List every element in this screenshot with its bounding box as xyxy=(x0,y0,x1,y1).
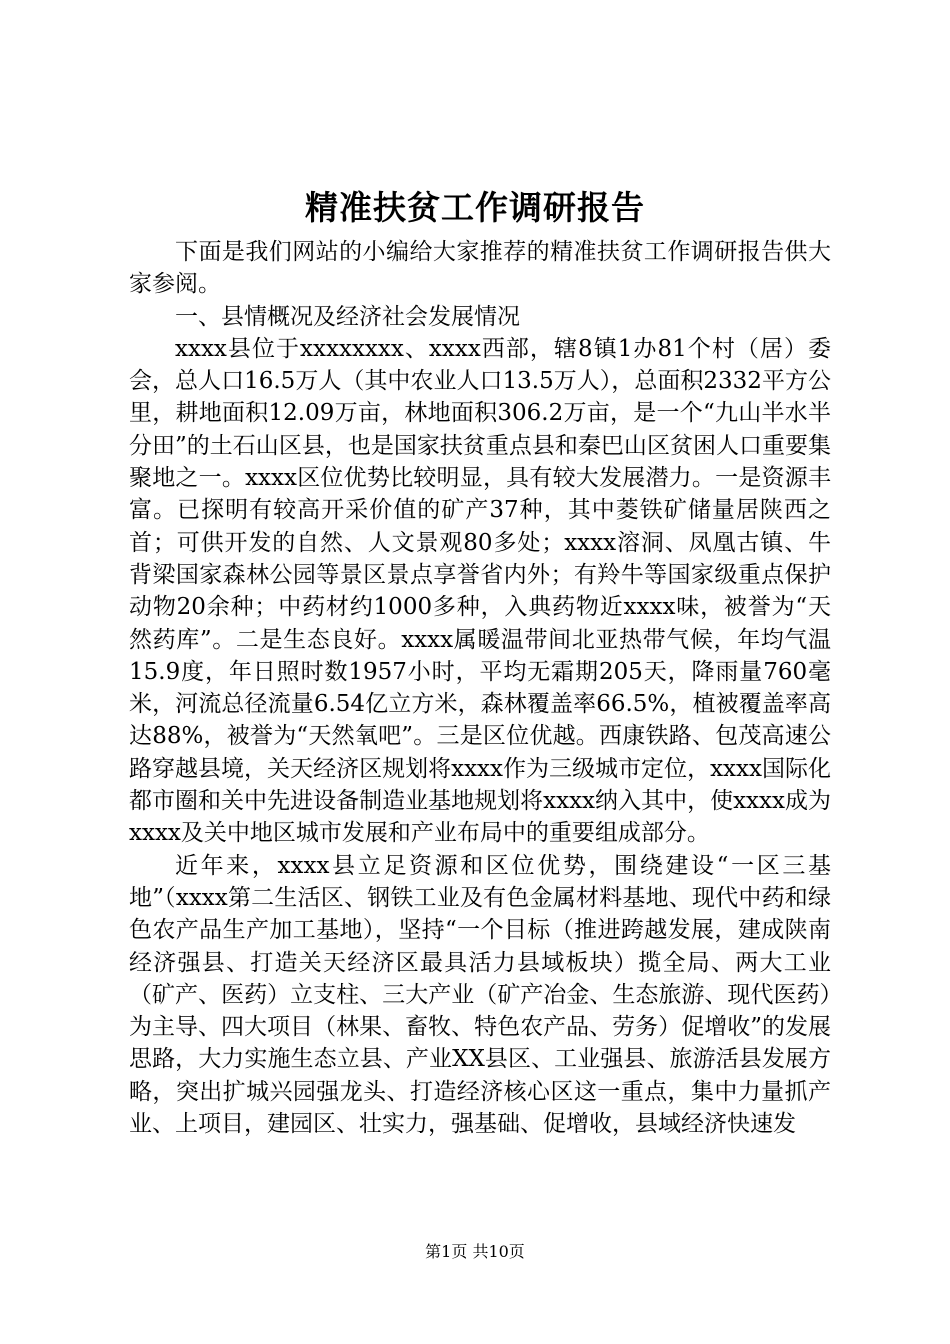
county-overview-paragraph: xxxx县位于xxxxxxxx、xxxx西部，辖8镇1办81个村（居）委会，总人口16.5万人（其中农业人口13.5万人），总面积2332平方公里，耕地面积12.09万亩，林地面积306.2万亩，是一个“九山半水半分田”的土石山区县，也是国家扶贫重点县和秦巴山区贫困人口重要集聚地之一。xxxx区位优势比较明显，具有较大发展潜力。一是资源丰富。已探明有较高开采价值的矿产37种，其中菱铁矿储量居陕西之首；可供开发的自然、人文景观80多处；xxxx溶洞、凤凰古镇、牛背梁国家森林公园等景区景点享誉省内外；有羚牛等国家级重点保护动物20余种；中药材约1000多种，入典药物近xxxx味，被誉为“天然药库”。二是生态良好。xxxx属暖温带间北亚热带气候，年均气温15.9度，年日照时数1957小时，平均无霜期205天，降雨量760毫米，河流总径流量6.54亿立方米，森林覆盖率66.5%，植被覆盖率高达88%，被誉为“天然氧吧”。三是区位优越。西康铁路、包茂高速公路穿越县境，关天经济区规划将xxxx作为三级城市定位，xxxx国际化都市圈和关中先进设备制造业基地规划将xxxx纳入其中，使xxxx成为xxxx及关中地区城市发展和产业布局中的重要组成部分。 xyxy=(129,335,831,847)
document-title: 精准扶贫工作调研报告 xyxy=(305,188,645,227)
section-heading: 一、县情概况及经济社会发展情况 xyxy=(175,303,520,330)
page-number: 第1页 共10页 xyxy=(425,1242,525,1261)
document-body xyxy=(129,236,831,1140)
intro-paragraph: 下面是我们网站的小编给大家推荐的精准扶贫工作调研报告供大家参阅。 xyxy=(129,239,831,298)
development-paragraph: 近年来，xxxx县立足资源和区位优势，围绕建设“一区三基地”（xxxx第二生活区、钢铁工业及有色金属材料基地、现代中药和绿色农产品生产加工基地），坚持“一个目标（推进跨越发展，建成陕南经济强县、打造关天经济区最具活力县域板块）揽全局、两大工业（矿产、医药）立支柱、三大产业（矿产冶金、生态旅游、现代医药）为主导、四大项目（林果、畜牧、特色农产品、劳务）促增收”的发展思路，大力实施生态立县、产业XX县区、工业强县、旅游活县发展方略，突出扩城兴园强龙头、打造经济核心区这一重点，集中力量抓产业、上项目，建园区、壮实力，强基础、促增收，县域经济快速发 xyxy=(129,852,831,1138)
